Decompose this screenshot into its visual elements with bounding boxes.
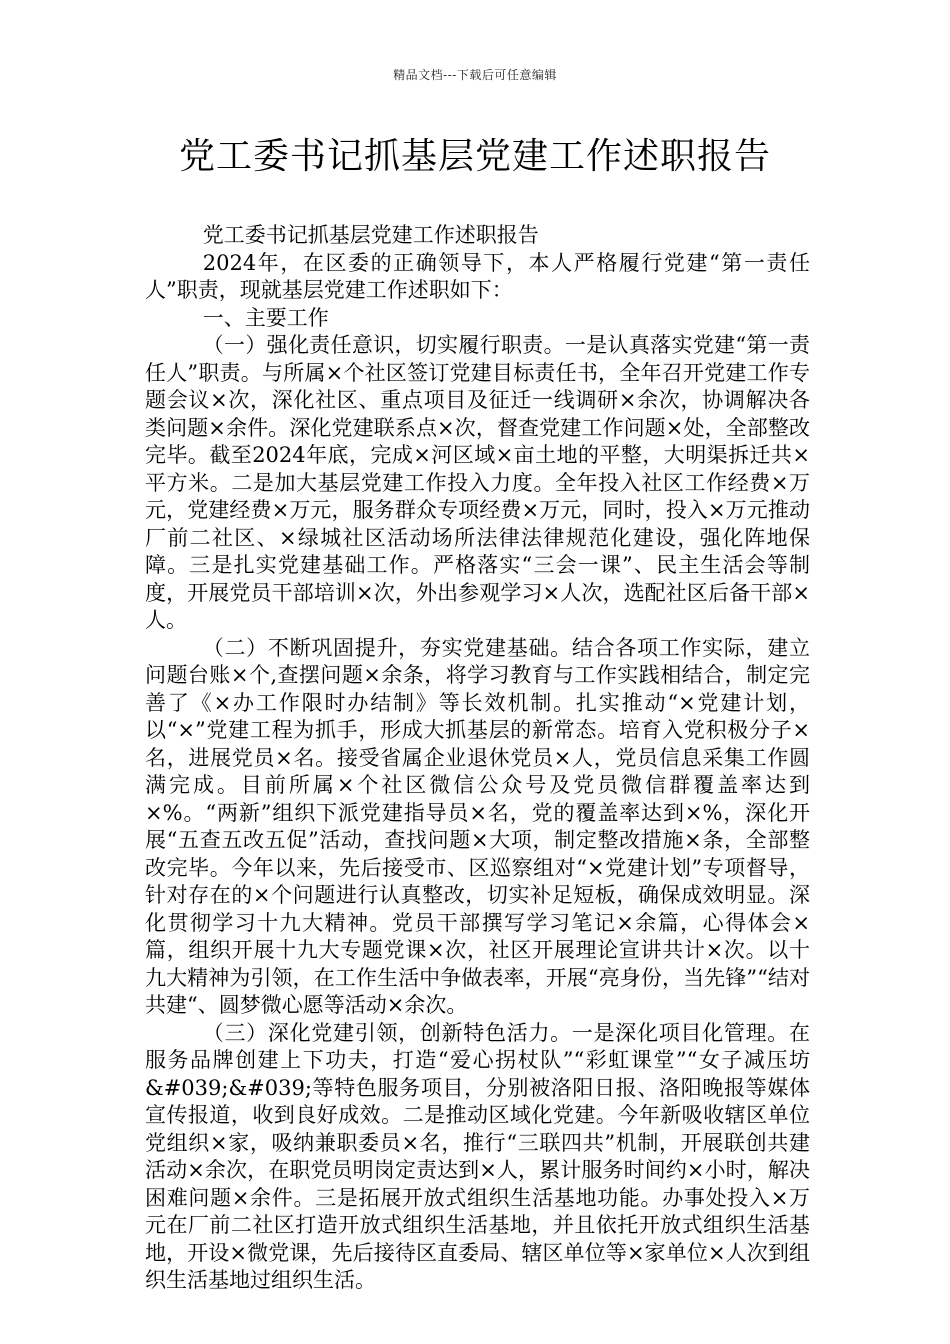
section-heading-main-work: 一、主要工作 (202, 305, 329, 330)
body-paragraph-section-2: （二）不断巩固提升，夯实党建基础。结合各项工作实际，建立问题台账×个,查摆问题×余条，将学习教育与工作实践相结合，制定完善了《×办工作限时办结制》等长效机制。扎实推动“×党建计划，以“×”党建工程为抓手，形成大抓基层的新常态。培育入党积极分子×名，进展党员×名。接受省属企业退休党员×人，党员信息采集工作圆满完成。目前所属×个社区微信公众号及党员微信群覆盖率达到×%。“两新”组织下派党建指导员×名，党的覆盖率达到×%，深化开展“五查五改五促”活动，查找问题×大项，制定整改措施×条，全部整改完毕。今年以来，先后接受市、区巡察组对“×党建计划”专项督导，针对存在的×个问题进行认真整改，切实补足短板，确保成效明显。深化贯彻学习十九大精神。党员干部撰写学习笔记×余篇，心得体会×篇，组织开展十九大专题党课×次，社区开展理论宣讲共计×次。以十九大精神为引领，在工作生活中争做表率，开展“亮身份，当先锋”“结对共建“、圆梦微心愿等活动×余次。 (145, 635, 810, 1017)
body-paragraph-section-1: （一）强化责任意识，切实履行职责。一是认真落实党建“第一责任人”职责。与所属×个社区签订党建目标责任书，全年召开党建工作专题会议×次，深化社区、重点项目及征迁一线调研×余次，协调解决各类问题×余件。深化党建联系点×次，督查党建工作问题×处，全部整改完毕。截至2024年底，完成×河区域×亩土地的平整，大明渠拆迁共×平方米。二是加大基层党建工作投入力度。全年投入社区工作经费×万元，党建经费×万元，服务群众专项经费×万元，同时，投入×万元推动厂前二社区、×绿城社区活动场所法律法律规范化建设，强化阵地保障。三是扎实党建基础工作。严格落实“三会一课”、民主生活会等制度，开展党员干部培训×次，外出参观学习×人次，选配社区后备干部×人。 (145, 333, 810, 632)
body-paragraph-intro: 2024年，在区委的正确领导下，本人严格履行党建“第一责任人”职责，现就基层党建工作述职如下： (145, 250, 810, 302)
document-title: 党工委书记抓基层党建工作述职报告 (178, 136, 771, 177)
body-paragraph-section-3: （三）深化党建引领，创新特色活力。一是深化项目化管理。在服务品牌创建上下功夫，打造“爱心拐杖队”“彩虹课堂”“女子减压坊&#039;&#039;等特色服务项目，分别被洛阳日报、洛阳晚报等媒体宣传报道，收到良好成效。二是推动区域化党建。今年新吸收辖区单位党组织×家，吸纳兼职委员×名，推行“三联四共”机制，开展联创共建活动×余次，在职党员明岗定责达到×人，累计服务时间约×小时，解决困难问题×余件。三是拓展开放式组织生活基地功能。办事处投入×万元在厂前二社区打造开放式组织生活基地，并且依托开放式组织生活基地，开设×微党课，先后接待区直委局、辖区单位等×家单位×人次到组织生活基地过组织生活。 (145, 1020, 810, 1292)
document-body (145, 222, 810, 1295)
header-note: 精品文档---下载后可任意编辑 (393, 68, 557, 82)
body-paragraph-subtitle: 党工委书记抓基层党建工作述职报告 (202, 223, 539, 247)
